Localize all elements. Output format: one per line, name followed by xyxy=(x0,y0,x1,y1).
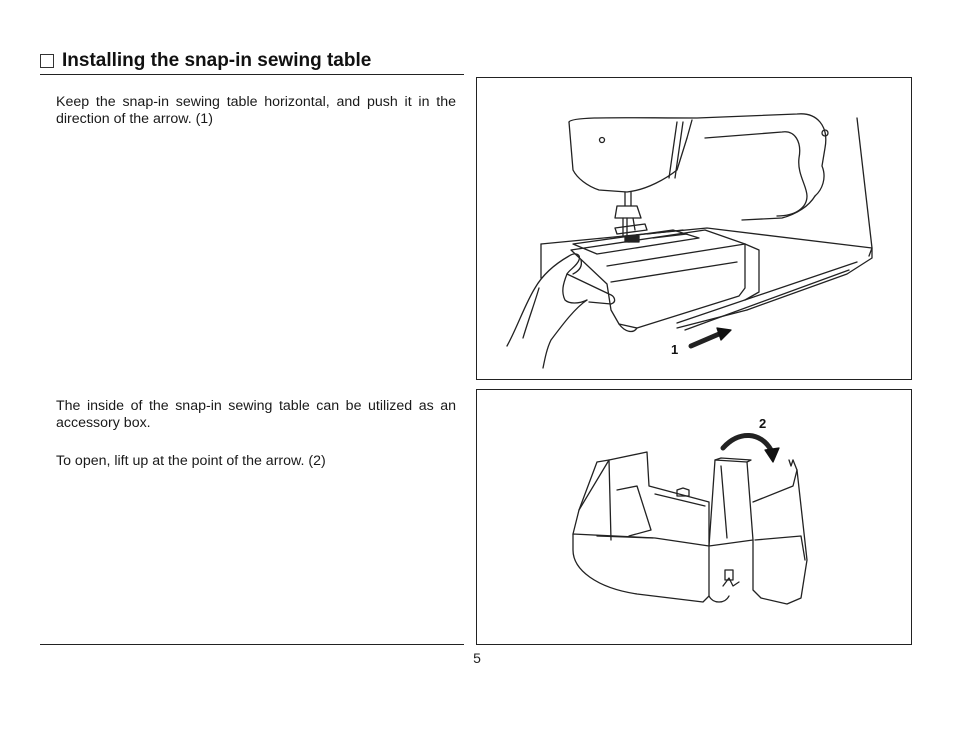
figure-2-callout: 2 xyxy=(759,416,767,431)
page-number: 5 xyxy=(473,650,481,666)
paragraph-2-line-1: The inside of the snap-in sewing table can be utilized as an xyxy=(56,398,456,414)
sewing-machine-illustration xyxy=(477,78,911,379)
paragraph-2-line-2: accessory box. xyxy=(56,415,151,431)
accessory-box-illustration xyxy=(477,390,911,644)
figure-install-table xyxy=(476,77,912,380)
section-heading xyxy=(40,48,371,74)
section-title: Installing the snap-in sewing table xyxy=(62,50,372,71)
figure-accessory-box xyxy=(476,389,912,645)
footer-rule xyxy=(40,644,464,645)
paragraph-1-line-1: Keep the snap-in sewing table horizontal, and push it in the xyxy=(56,94,456,110)
paragraph-1-line-2: direction of the arrow. (1) xyxy=(56,111,213,127)
instruction-paragraph-1 xyxy=(56,94,456,128)
checkbox-icon xyxy=(40,54,54,68)
figure-1-callout: 1 xyxy=(671,342,679,357)
heading-rule xyxy=(40,74,464,75)
instruction-paragraph-2 xyxy=(56,398,456,432)
paragraph-3-line-1: To open, lift up at the point of the arrow. (2) xyxy=(56,453,326,469)
instruction-paragraph-3 xyxy=(56,453,456,470)
